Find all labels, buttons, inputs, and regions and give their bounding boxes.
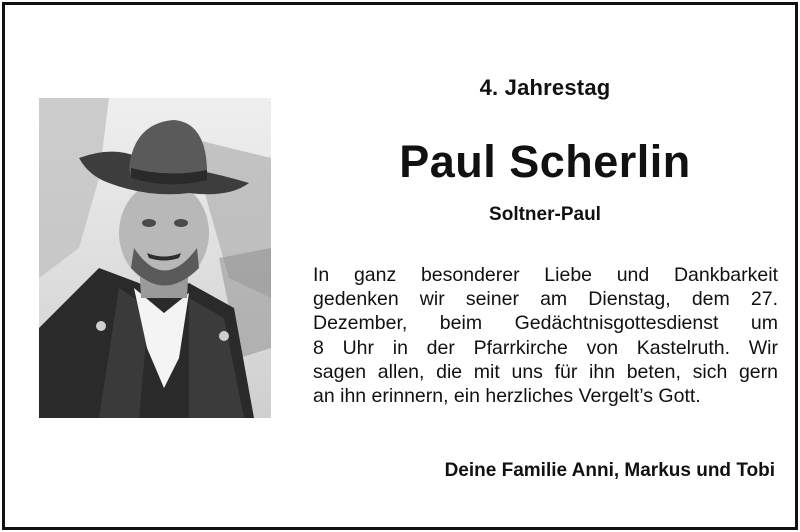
message-line: gedenken wir seiner am Dienstag, dem 27. — [313, 288, 778, 311]
deceased-name: Paul Scherlin — [399, 136, 691, 187]
message-line: In ganz besonderer Liebe und Dankbarkeit — [313, 264, 778, 286]
message-line: an ihn erinnern, ein herzliches Vergelt’s Gott. — [313, 385, 701, 408]
family-signature: Deine Familie Anni, Markus und Tobi — [444, 460, 775, 481]
message-line: Dezember, beim Gedächtnisgottesdienst um — [313, 312, 778, 335]
portrait-illustration — [39, 98, 271, 418]
memorial-notice-card — [2, 2, 798, 530]
message-line: 8 Uhr in der Pfarrkirche von Kastelruth. Wir — [313, 336, 778, 359]
nickname: Soltner-Paul — [489, 204, 601, 225]
portrait-photo — [39, 98, 271, 418]
anniversary-label: 4. Jahrestag — [479, 75, 611, 100]
memorial-message — [313, 263, 778, 408]
message-line: sagen allen, die mit uns für ihn beten, sich gern — [313, 360, 778, 383]
